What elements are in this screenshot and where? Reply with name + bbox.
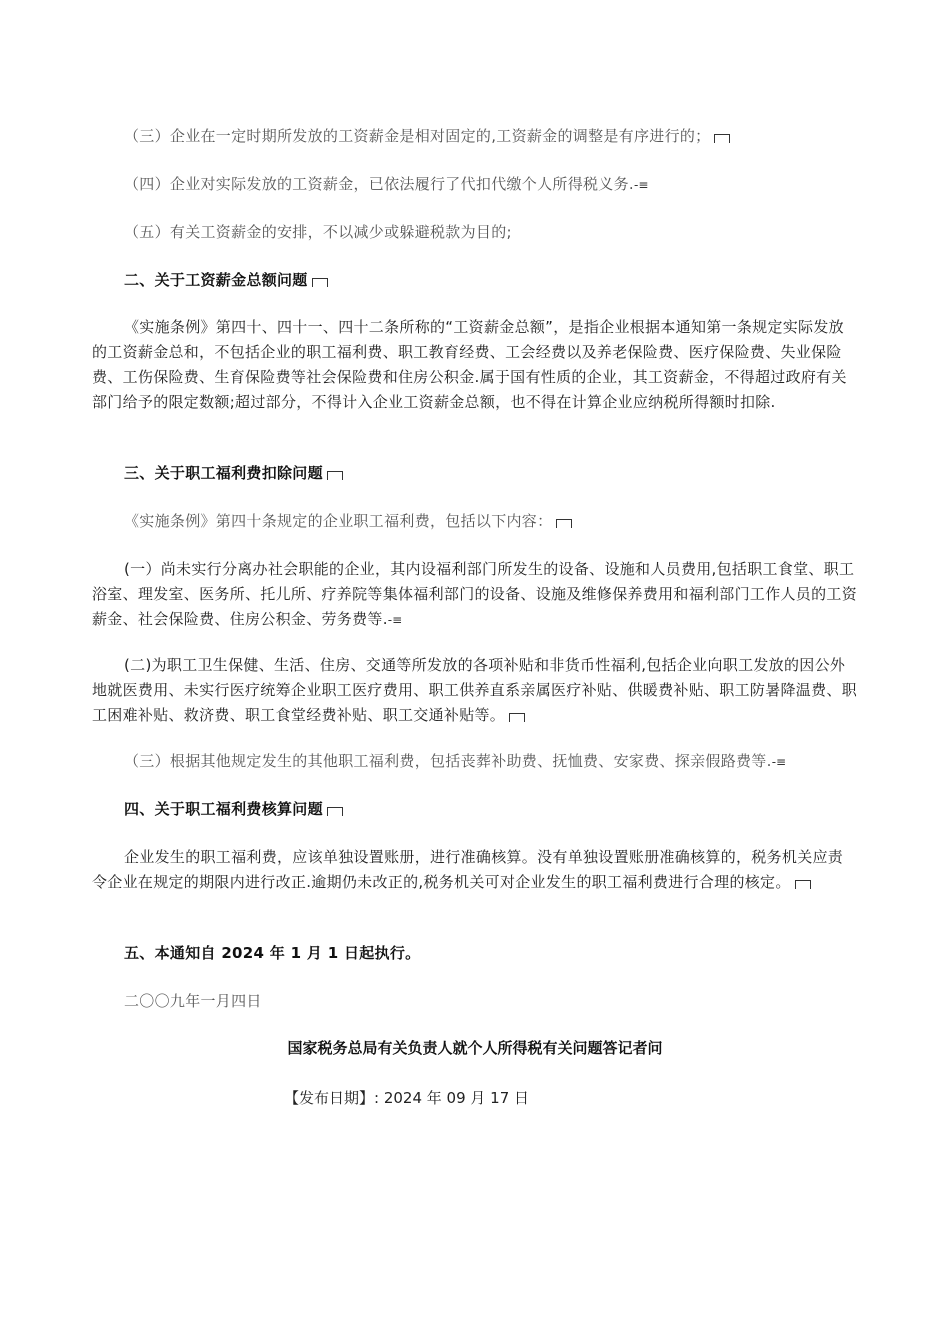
- publish-date-line: [284, 1087, 529, 1108]
- paragraph-mark-icon: [714, 134, 730, 143]
- paragraph-item-4: [92, 172, 858, 198]
- heading-text: 四、关于职工福利费核算问题: [124, 800, 323, 818]
- document-date: [92, 989, 858, 1014]
- heading-text: 三、关于职工福利费扣除问题: [124, 464, 323, 482]
- paragraph-text: （四）企业对实际发放的工资薪金，已依法履行了代扣代缴个人所得税义务.: [124, 175, 634, 193]
- section-heading-4: [92, 797, 858, 822]
- paragraph-mark-icon: [312, 278, 328, 287]
- paragraph-mark-icon: [327, 807, 343, 816]
- paragraph-mark-icon: -≡: [771, 755, 787, 769]
- paragraph-text: （三）企业在一定时期所发放的工资薪金是相对固定的,工资薪金的调整是有序进行的；: [124, 127, 711, 145]
- paragraph-accounting: [92, 845, 858, 895]
- paragraph-mark-icon: [509, 713, 525, 722]
- section-heading-3: [92, 461, 858, 486]
- paragraph-welfare-item-3: [92, 749, 858, 775]
- date-text: 二〇〇九年一月四日: [124, 992, 262, 1010]
- section-heading-2: [92, 268, 858, 293]
- paragraph-item-3: [92, 124, 858, 149]
- paragraph-text: （三）根据其他规定发生的其他职工福利费，包括丧葬补助费、抚恤费、安家费、探亲假路费等.: [124, 752, 772, 770]
- paragraph-mark-icon: -≡: [633, 178, 649, 192]
- article-title: 国家税务总局有关负责人就个人所得税有关问题答记者问: [287, 1039, 663, 1057]
- paragraph-total-wages: [92, 315, 858, 415]
- paragraph-text: 《实施条例》第四十条规定的企业职工福利费，包括以下内容：: [124, 512, 553, 530]
- paragraph-text: (二)为职工卫生保健、生活、住房、交通等所发放的各项补贴和非货币性福利,包括企业向职工发放的因公外地就医费用、未实行医疗统筹企业职工医疗费用、职工供养直系亲属医疗补贴、供暖费补贴、职工防暑降温费、职工困难补贴、救济费、职工食堂经费补贴、职工交通补贴等。: [92, 656, 858, 724]
- paragraph-text: 《实施条例》第四十、四十一、四十二条所称的“工资薪金总额”，是指企业根据本通知第一条规定实际发放的工资薪金总和，不包括企业的职工福利费、职工教育经费、工会经费以及养老保险费、医疗保险费、失业保险费、工伤保险费、生育保险费等社会保险费和住房公积金.属于国有性质的企业，其工资薪金，不得超过政府有关部门给予的限定数额;超过部分，不得计入企业工资薪金总额，也不得在计算企业应纳税所得额时扣除.: [92, 318, 847, 411]
- paragraph-mark-icon: -≡: [387, 613, 403, 627]
- heading-text: 五、本通知自 2024 年 1 月 1 日起执行。: [124, 944, 421, 962]
- paragraph-item-5: [92, 220, 858, 245]
- paragraph-text: 企业发生的职工福利费，应该单独设置账册，进行准确核算。没有单独设置账册准确核算的，税务机关应责令企业在规定的期限内进行改正.逾期仍未改正的,税务机关可对企业发生的职工福利费进行合理的核定。: [92, 848, 844, 891]
- section-heading-5: [92, 941, 858, 966]
- paragraph-welfare-item-1: [92, 557, 858, 633]
- publish-date-label: 【发布日期】: [284, 1089, 375, 1107]
- paragraph-text: (一）尚未实行分离办社会职能的企业，其内设福利部门所发生的设备、设施和人员费用,包括职工食堂、职工浴室、理发室、医务所、托儿所、疗养院等集体福利部门的设备、设施及维修保养费用和福利部门工作人员的工资薪金、社会保险费、住房公积金、劳务费等.: [92, 560, 858, 628]
- paragraph-mark-icon: [327, 471, 343, 480]
- heading-text: 二、关于工资薪金总额问题: [124, 271, 308, 289]
- publish-date-value: : 2024 年 09 月 17 日: [374, 1089, 530, 1107]
- paragraph-text: （五）有关工资薪金的安排，不以减少或躲避税款为目的;: [124, 223, 512, 241]
- paragraph-welfare-intro: [92, 509, 858, 534]
- paragraph-mark-icon: [556, 519, 572, 528]
- paragraph-mark-icon: [795, 880, 811, 889]
- paragraph-welfare-item-2: [92, 653, 858, 728]
